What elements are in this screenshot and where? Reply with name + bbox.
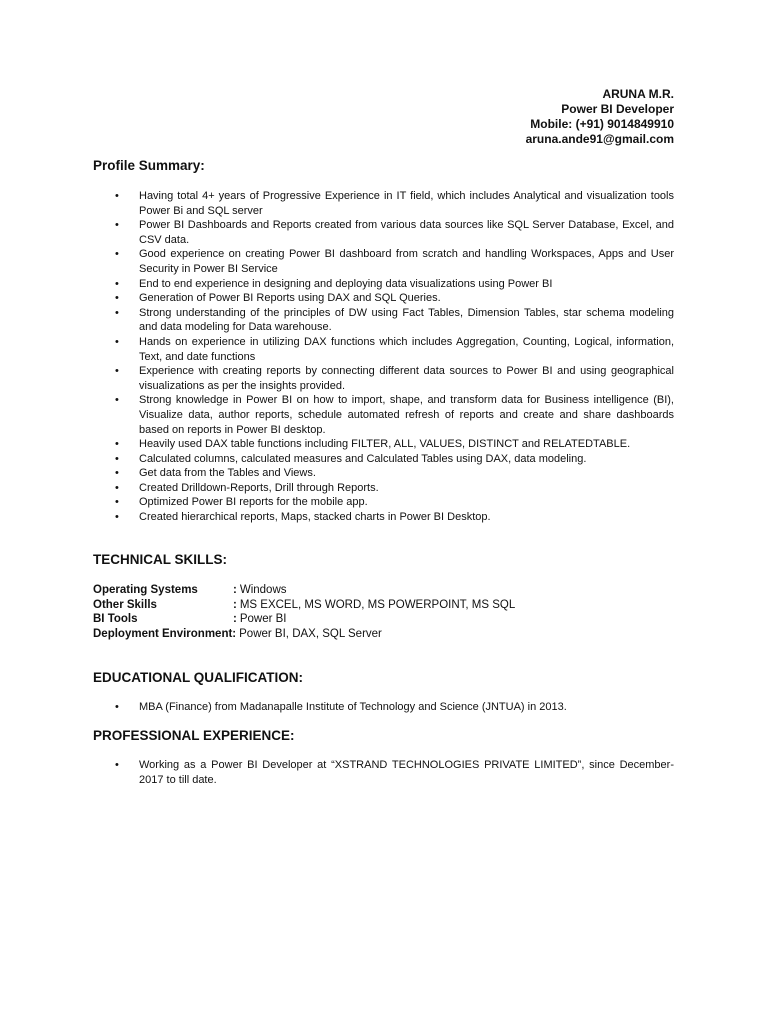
list-item: • Optimized Power BI reports for the mobile app. (115, 496, 368, 509)
bullet-icon: • (115, 759, 119, 771)
skill-label: Operating Systems (93, 584, 198, 596)
list-item: • End to end experience in designing and deploying data visualizations using Power BI (115, 277, 553, 290)
bullet-icon: • (115, 190, 119, 202)
skill-colon: : (233, 584, 237, 596)
list-item: • Generation of Power BI Reports using DAX and SQL Queries. (115, 292, 441, 305)
profile-summary-heading: Profile Summary: (93, 158, 205, 173)
bullet-icon: • (115, 292, 119, 305)
technical-skills-table (93, 583, 515, 642)
skill-value: MS EXCEL, MS WORD, MS POWERPOINT, MS SQL (239, 598, 516, 611)
candidate-role: Power BI Developer (561, 102, 674, 116)
list-item: • Strong understanding of the principles of DW using Fact Tables, Dimension Tables, star schema modeling and data modeling for Data warehouse. (115, 306, 674, 334)
skill-value: Power BI (239, 613, 287, 626)
bullet-icon: • (115, 335, 119, 348)
skill-value: Power BI, DAX, SQL Server (239, 628, 382, 641)
list-item: • MBA (Finance) from Madanapalle Institute of Technology and Science (JNTUA) in 2013. (115, 701, 567, 713)
education-heading: EDUCATIONAL QUALIFICATION: (93, 670, 303, 685)
list-item: • Created hierarchical reports, Maps, stacked charts in Power BI Desktop. (115, 511, 491, 524)
bullet-icon: • (115, 248, 119, 261)
bullet-icon: • (115, 481, 119, 494)
list-item: • Created Drilldown-Reports, Drill through Reports. (115, 481, 379, 494)
skill-row-bi-tools (93, 612, 515, 627)
experience-list (93, 758, 674, 787)
list-item: • Experience with creating reports by connecting different data sources to Power BI and using geographical visualizations as per the insights provided. (115, 365, 674, 392)
bullet-icon: • (115, 511, 119, 524)
candidate-name: ARUNA M.R. (602, 87, 674, 101)
bullet-icon: • (115, 701, 119, 713)
bullet-icon: • (115, 219, 119, 232)
bullet-icon: • (115, 438, 119, 451)
list-item: • Get data from the Tables and Views. (115, 467, 316, 480)
skill-colon: : (233, 613, 237, 626)
list-item: • Having total 4+ years of Progressive Experience in IT field, which includes Analytical and visualization tools Power Bi and SQL server (115, 190, 674, 217)
list-item: • Power BI Dashboards and Reports created from various data sources like SQL Server Database, Excel, and CSV data. (115, 219, 674, 246)
list-item: • Good experience on creating Power BI dashboard from scratch and handling Workspaces, Apps and User Security in Power BI Service (115, 248, 674, 275)
technical-skills-heading: TECHNICAL SKILLS: (93, 552, 227, 567)
skill-row-other-skills (93, 598, 515, 613)
profile-summary-list (93, 189, 674, 525)
skill-row-operating-systems (93, 583, 515, 598)
skill-label: BI Tools (93, 613, 138, 626)
list-item: • Calculated columns, calculated measures and Calculated Tables using DAX, data modeling. (115, 452, 587, 465)
list-item: • Working as a Power BI Developer at “XSTRAND TECHNOLOGIES PRIVATE LIMITED”, since December- 2017 to till date. (115, 759, 674, 786)
bullet-icon: • (115, 467, 119, 480)
bullet-icon: • (115, 306, 119, 319)
candidate-email: aruna.ande91@gmail.com (525, 132, 674, 146)
bullet-icon: • (115, 394, 119, 407)
bullet-icon: • (115, 365, 119, 378)
skill-row-deployment-environment (93, 627, 515, 642)
list-item: • Hands on experience in utilizing DAX functions which includes Aggregation, Counting, Logical, information, Text, and date functions (115, 335, 674, 363)
list-item: • Strong knowledge in Power BI on how to import, shape, and transform data for Business intelligence (BI), Visualize data, author reports, schedule automated refresh of reports and create and share dashboards based on reports in Power BI desktop. (115, 394, 674, 436)
education-list (93, 700, 674, 715)
list-item: • Heavily used DAX table functions including FILTER, ALL, VALUES, DISTINCT and RELATEDTABLE. (115, 438, 631, 451)
bullet-icon: • (115, 277, 119, 290)
contact-header (526, 87, 674, 147)
bullet-icon: • (115, 452, 119, 465)
skill-label: Other Skills (93, 598, 157, 611)
bullet-icon: • (115, 496, 119, 509)
skill-value: Windows (239, 584, 287, 596)
skill-label: Deployment Environment: (93, 628, 237, 641)
candidate-mobile: Mobile: (+91) 9014849910 (530, 117, 674, 131)
experience-heading: PROFESSIONAL EXPERIENCE: (93, 728, 295, 743)
skill-colon: : (233, 598, 237, 611)
